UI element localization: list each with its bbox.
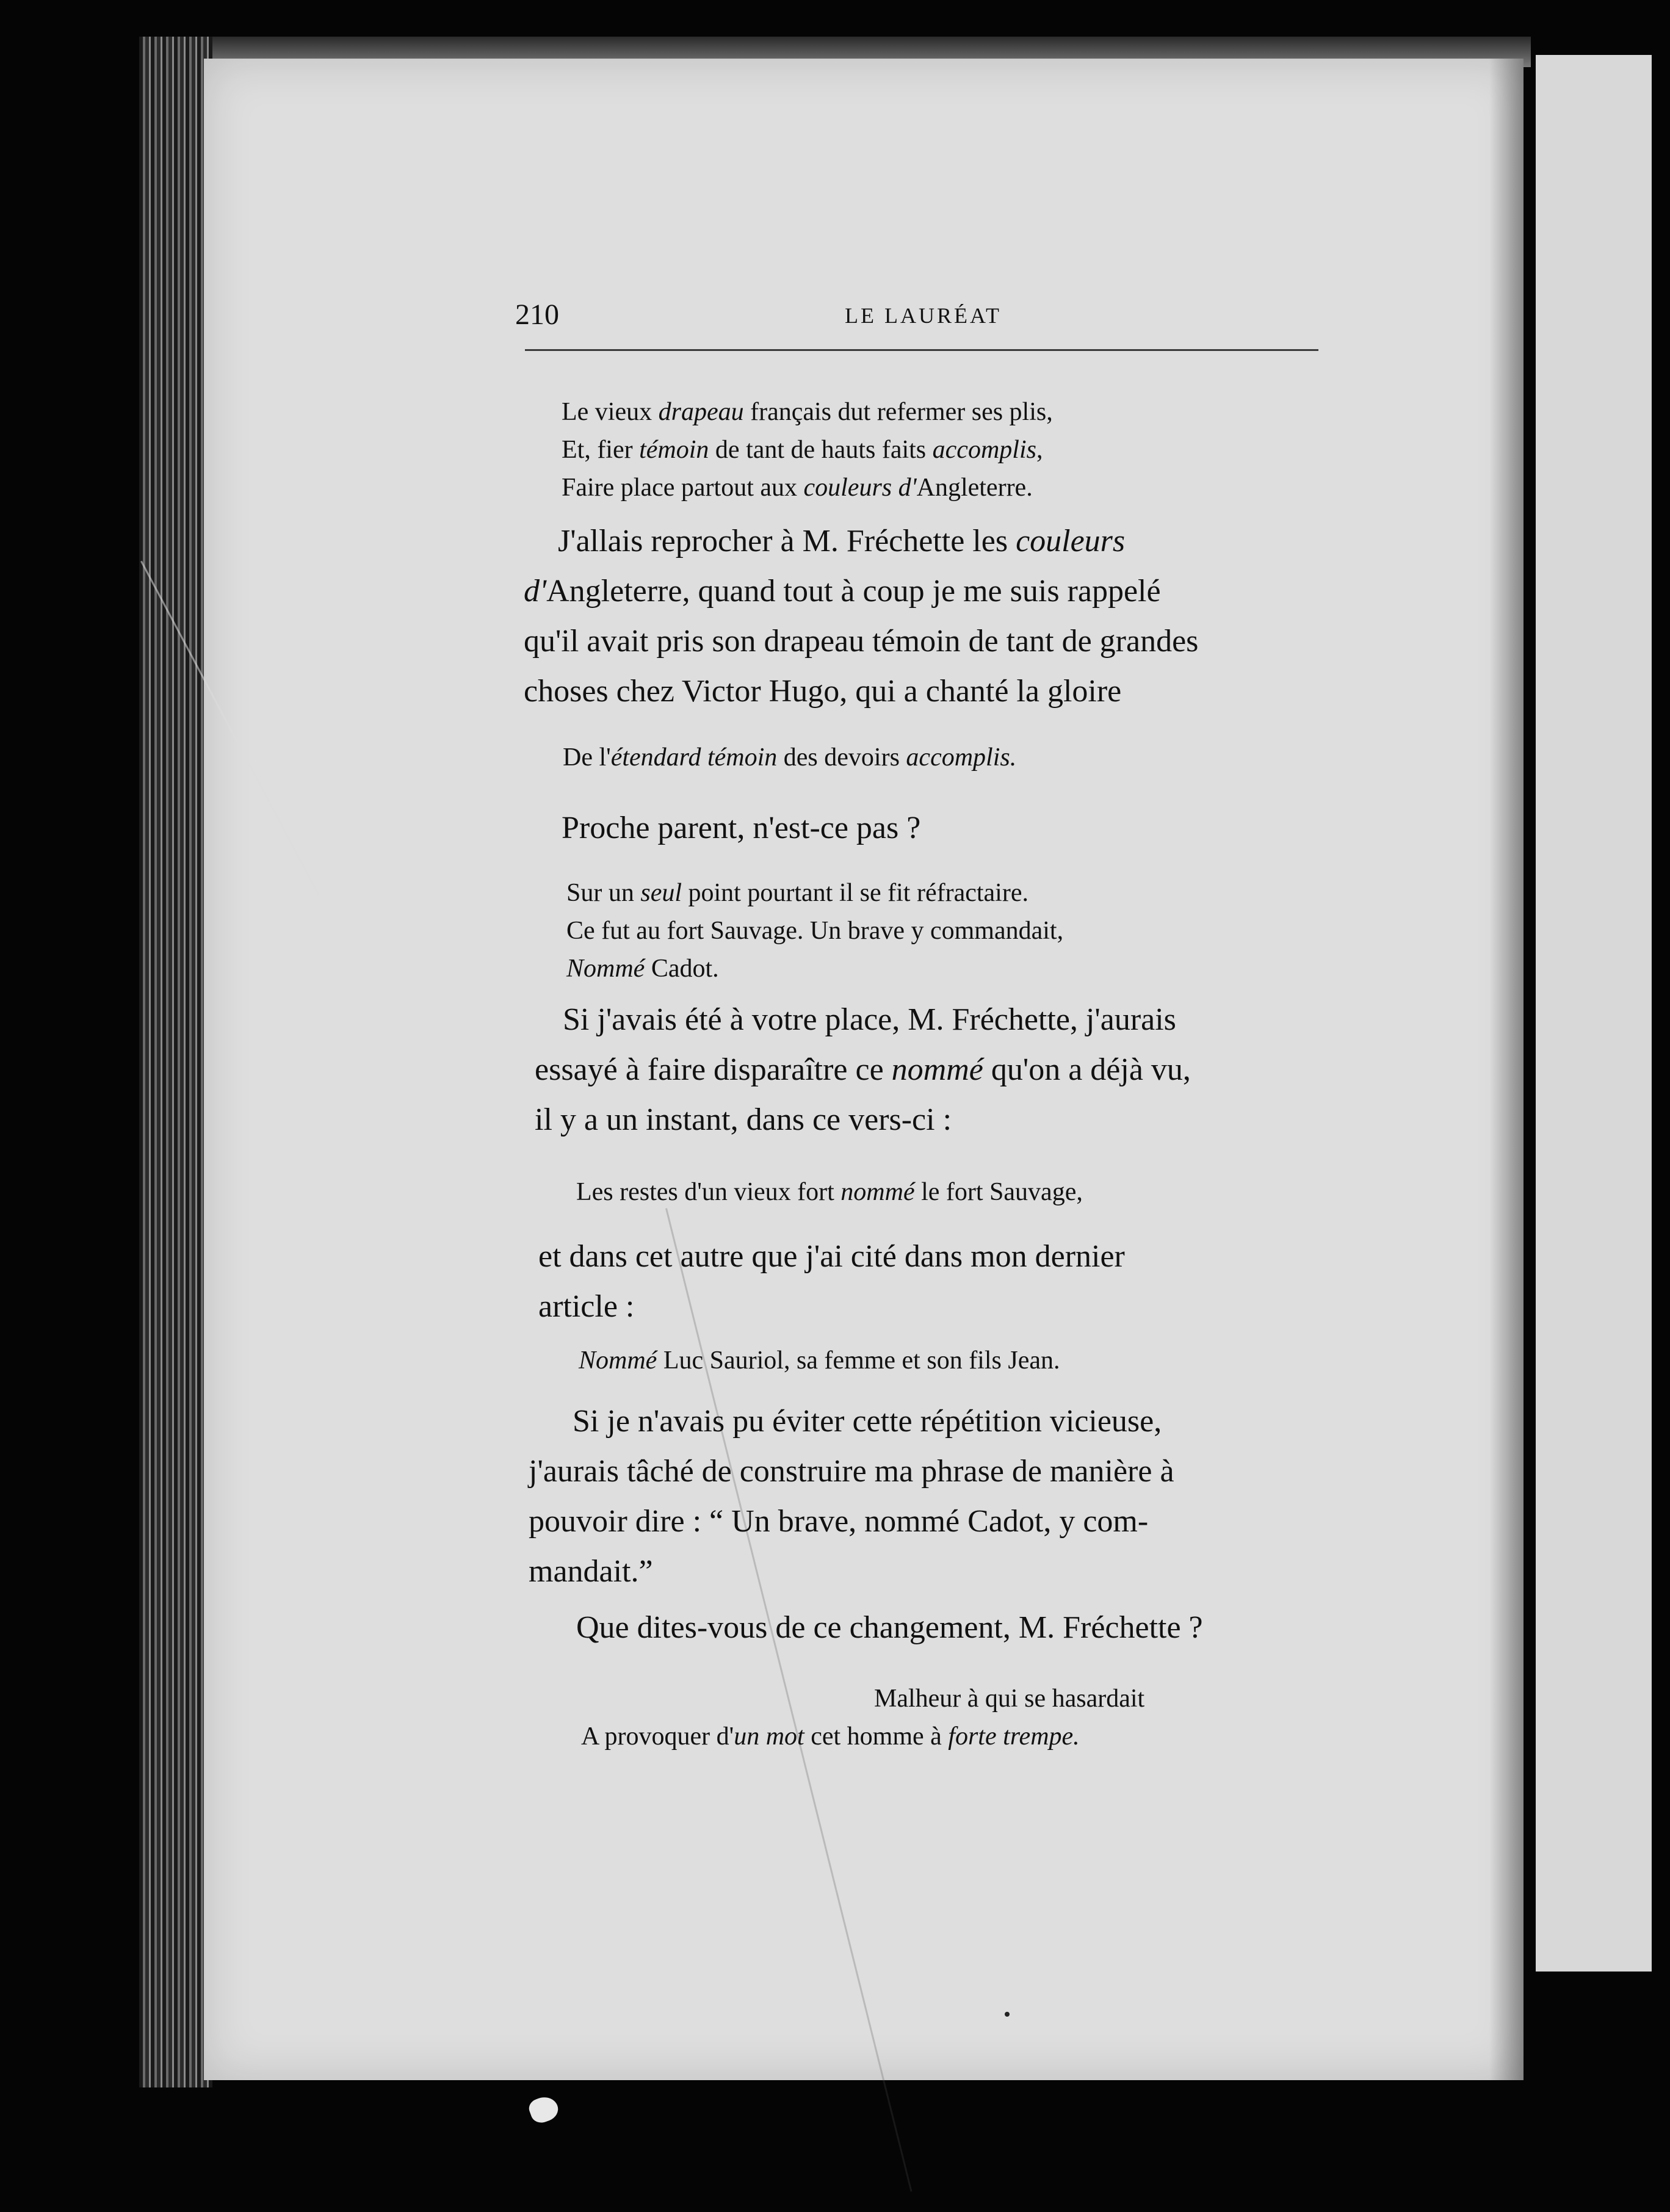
scan-stain — [527, 2093, 562, 2125]
verse-line: Faire place partout aux couleurs d'Angleterre. — [562, 474, 1033, 502]
verse-block-5: Nommé Luc Sauriol, sa femme et son fils Jean. — [579, 1346, 1060, 1375]
verse-block-3: Sur un seul point pourtant il se fit réfractaire. Ce fut au fort Sauvage. Un brave y commandait, Nommé Cadot. — [566, 879, 1064, 983]
verse-line: Le vieux drapeau français dut refermer ses plis, — [562, 398, 1053, 426]
paragraph-3: Si j'avais été à votre place, M. Fréchette, j'aurais essayé à faire disparaître ce nommé qu'on a déjà vu, il y a un instant, dans ce vers-ci : — [535, 1002, 1191, 1137]
verse-block-1 — [562, 393, 1053, 507]
verse-block-4: Les restes d'un vieux fort nommé le fort Sauvage, — [576, 1178, 1083, 1206]
paragraph-1: J'allais reprocher à M. Fréchette les couleurs d'Angleterre, quand tout à coup je me suis rappelé qu'il avait pris son drapeau témoin de tant de grandes choses chez Victor Hugo, qui a chanté la gloire — [524, 524, 1199, 709]
paragraph-2: Proche parent, n'est-ce pas ? — [562, 811, 921, 845]
page-number: 210 — [515, 298, 559, 331]
verse-block-6: Malheur à qui se hasardait A provoquer d'un mot cet homme à forte trempe. — [581, 1685, 1145, 1751]
running-title: LE LAURÉAT — [845, 303, 1002, 328]
verse-block-2: De l'étendard témoin des devoirs accomplis. — [563, 743, 1017, 772]
paragraph-5: Si je n'avais pu éviter cette répétition vicieuse, j'aurais tâché de construire ma phrase de manière à pouvoir dire : “ Un brave, nommé Cadot, y com- mandait.” — [529, 1404, 1174, 1589]
ink-dot — [1005, 2012, 1010, 2017]
paragraph-6: Que dites-vous de ce changement, M. Fréchette ? — [576, 1610, 1203, 1645]
header-rule — [525, 349, 1318, 351]
paragraph-4: et dans cet autre que j'ai cité dans mon dernier article : — [538, 1239, 1125, 1324]
verse-line: Et, fier témoin de tant de hauts faits accomplis, — [562, 436, 1043, 464]
